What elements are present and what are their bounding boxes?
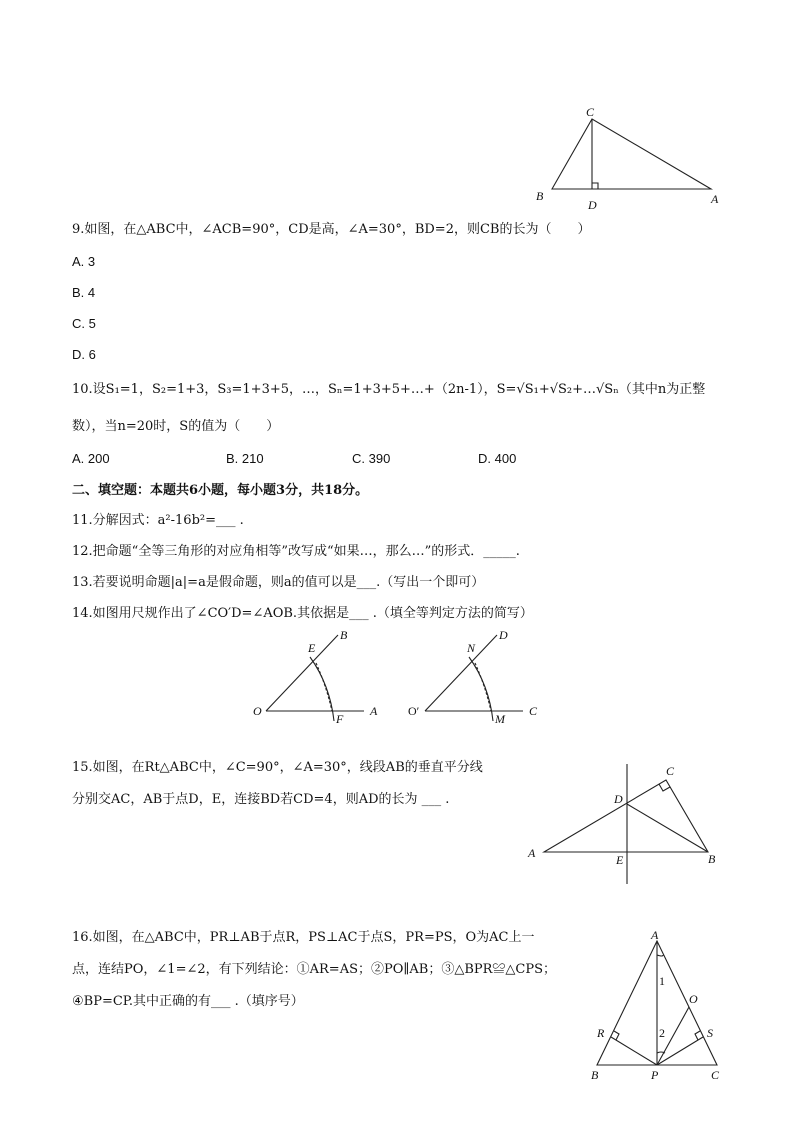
- q16-line1: 16.如图，在△ABC中，PR⊥AB于点R，PS⊥AC于点S，PR=PS，O为AC上一: [72, 930, 535, 945]
- label-b: B: [340, 628, 348, 642]
- label-e: E: [616, 853, 624, 867]
- segment-pr: [611, 1037, 657, 1065]
- q9-option-d: D. 6: [72, 347, 96, 362]
- angle-1-arc: [657, 955, 663, 956]
- q14-text: 14.如图用尺规作出了∠CO′D=∠AOB.其依据是___ .（填全等判定方法的简写）: [72, 606, 533, 621]
- label-c: C: [529, 704, 538, 718]
- label-p: P: [651, 1068, 659, 1082]
- q14-figure-cod: [405, 625, 555, 725]
- q9-option-c: C. 5: [72, 316, 96, 331]
- q15-line2: 分别交AC，AB于点D，E，连接BD若CD=4，则AD的长为 ___ .: [72, 792, 450, 807]
- q10-option-c: C. 390: [352, 451, 391, 466]
- q15-triangle-figure: [520, 760, 750, 890]
- q13-text: 13.若要说明命题|a|=a是假命题，则a的值可以是___.（写出一个即可）: [72, 575, 485, 590]
- label-d: D: [588, 198, 597, 212]
- label-a: A: [370, 704, 378, 718]
- label-c: C: [711, 1068, 720, 1082]
- label-d: D: [499, 628, 508, 642]
- label-c: C: [666, 764, 675, 778]
- label-n: N: [467, 641, 476, 655]
- label-o: O: [253, 704, 262, 718]
- q10-line1: 10.设S₁=1，S₂=1+3，S₃=1+3+5，…，Sₙ=1+3+5+…+（2n-1），S=√S₁+√S₂+…√Sₙ（其中n为正整: [72, 382, 706, 397]
- q9-option-b: B. 4: [72, 285, 96, 300]
- label-e: E: [308, 641, 316, 655]
- label-s: S: [707, 1026, 713, 1040]
- segment-ps: [657, 1037, 703, 1065]
- segment-bd: [627, 804, 708, 852]
- label-o: O: [689, 992, 698, 1006]
- label-a: A: [711, 192, 719, 206]
- q12-text: 12.把命题“全等三角形的对应角相等”改写成“如果…，那么…”的形式．_____.: [72, 544, 520, 559]
- label-b: B: [708, 852, 716, 866]
- label-c: C: [586, 105, 595, 119]
- section-2-heading: 二、填空题：本题共6小题，每小题3分，共18分。: [72, 483, 369, 498]
- q16-triangle-figure: [585, 925, 735, 1085]
- label-a: A: [528, 846, 536, 860]
- q9-text: 9.如图，在△ABC中，∠ACB=90°，CD是高，∠A=30°，BD=2，则CB的长为（ ）: [72, 222, 591, 237]
- triangle-abc: [544, 780, 708, 852]
- q10-option-b: B. 210: [226, 451, 264, 466]
- q9-option-a: A. 3: [72, 254, 96, 269]
- label-m: M: [495, 712, 505, 726]
- ray-ob: [266, 635, 338, 711]
- q10-line2: 数），当n=20时，S的值为（ ）: [72, 419, 280, 434]
- label-o-prime: O′: [408, 704, 420, 718]
- right-angle-mark: [592, 183, 598, 189]
- q15-line1: 15.如图，在Rt△ABC中，∠C=90°，∠A=30°，线段AB的垂直平分线: [72, 760, 483, 775]
- angle-2-arc: [657, 1052, 665, 1053]
- label-b: B: [591, 1068, 599, 1082]
- q14-figure-aob: [250, 625, 390, 725]
- label-b: B: [536, 189, 544, 203]
- q10-option-a: A. 200: [72, 451, 110, 466]
- ray-od: [425, 635, 497, 711]
- label-a: A: [651, 928, 659, 942]
- label-r: R: [597, 1026, 605, 1040]
- label-f: F: [336, 712, 344, 726]
- label-d: D: [614, 792, 623, 806]
- q10-option-d: D. 400: [478, 451, 517, 466]
- q9-triangle-figure: [530, 105, 730, 215]
- angle-2-label: 2: [659, 1026, 665, 1040]
- angle-1-label: 1: [659, 974, 665, 988]
- q16-line2: 点，连结PO，∠1=∠2，有下列结论：①AR=AS；②PO∥AB；③△BPR≌△CPS；: [72, 962, 557, 977]
- triangle-abc: [552, 119, 711, 189]
- q16-line3: ④BP=CP.其中正确的有___ .（填序号）: [72, 994, 304, 1009]
- q11-text: 11.分解因式：a²-16b²=___ .: [72, 513, 244, 528]
